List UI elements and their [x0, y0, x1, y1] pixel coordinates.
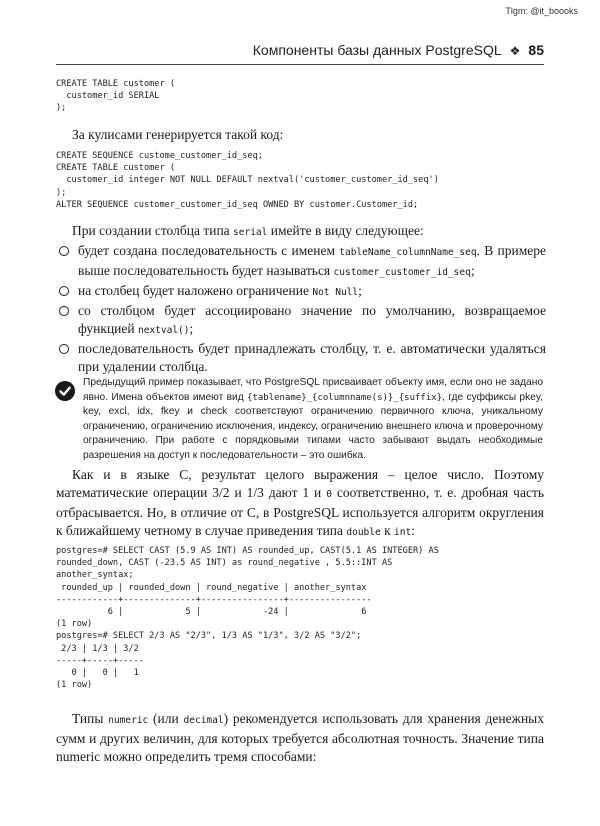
paragraph-numeric: [56, 710, 544, 766]
header-rule: [56, 64, 544, 65]
text-fragment: Предыдущий пример показывает, что PostgreSQL присваивает объекту имя, если оно не задано явно. Имена объектов имеют вид: [83, 377, 543, 403]
list-item: [56, 242, 546, 282]
paragraph-serial-intro: [72, 222, 424, 242]
text-fragment: к: [380, 523, 395, 538]
paragraph-integer-math: [56, 466, 544, 542]
inline-code: Not Null: [312, 287, 359, 298]
text-fragment: на столбец будет наложено ограничение: [78, 283, 313, 298]
check-icon: [55, 381, 75, 401]
text-fragment: :: [411, 523, 415, 538]
inline-code: tableName_columnName_seq: [339, 247, 477, 258]
text-fragment: ;: [358, 283, 362, 298]
text-fragment: последовательность будет принадлежать столбцу, т. е. автоматически удаляться при удалении столбца.: [78, 341, 546, 374]
text-fragment: Типы: [72, 711, 109, 726]
list-item: [56, 340, 546, 376]
page-number: 85: [528, 42, 544, 58]
code-block-cast: postgres=# SELECT CAST (5.9 AS INT) AS rounded_up, CAST(5.1 AS INTEGER) AS rounded_down, CAST (-23.5 AS INT) as round_negative , 5.5::INT AS another_syntax; rounded_up | rounded_down | round_negative | another_syntax ------------+--------------+----------------+---------------- 6 | 5 | -24 | 6 (1 row) postgres=# SELECT 2/3 AS "2/3", 1/3 AS "1/3", 3/2 AS "3/2"; 2/3 | 1/3 | 3/2 -----+-----+----- 0 | 0 | 1 (1 row): [56, 546, 439, 691]
watermark: Tlgm: @it_boooks: [505, 6, 578, 16]
text-fragment: ) рекомендуется использовать для хранения денежных сумм и других величин, для которых требуется абсолютная точность. Значение типа numeric можно определить тремя способами:: [56, 711, 545, 764]
note-box: [83, 376, 543, 464]
text-fragment: . В примере выше последовательность будет называться: [78, 243, 546, 278]
paragraph-behind-scenes: За кулисами генерируется такой код:: [72, 127, 284, 142]
inline-code: int: [394, 527, 412, 538]
text-fragment: имейте в виду следующее:: [267, 223, 424, 238]
inline-code: double: [346, 527, 381, 538]
text-fragment: ;: [189, 321, 194, 336]
inline-code: decimal: [183, 715, 224, 726]
list-item: [56, 302, 546, 340]
inline-code: {tablename}_{columnname(s)}_{suffix}: [247, 392, 443, 403]
text-fragment: ;: [470, 263, 475, 278]
text-fragment: соответственно, т. е. дробная часть отбрасывается. Но, в отличие от C, в PostgreSQL используется алгоритм округления к ближайшему четному в случае приведения типа: [56, 485, 544, 538]
bullet-list: [56, 242, 546, 376]
text-fragment: , где суффиксы pkey, key, excl, idx, fkey и check соответствуют ограничению первичного ключа, уникальному ограничению, ограничению исключения, индексу, ограничению внешнего ключа и проверочному ограничению. При работе с порядковыми типами часто забывают выдать необходимые разрешения на доступ к последовательности – это ошибка.: [83, 391, 543, 461]
list-item: [56, 282, 546, 302]
text-fragment: со столбцом будет ассоциировано значение по умолчанию, возвращаемое функцией: [78, 303, 546, 336]
text-fragment: При создании столбца типа: [72, 223, 234, 238]
text-fragment: (или: [148, 711, 184, 726]
running-header: [56, 42, 544, 62]
chapter-title: Компоненты базы данных PostgreSQL: [252, 42, 502, 58]
code-block-generated: CREATE SEQUENCE custome_customer_id_seq; CREATE TABLE customer ( customer_id integer NOT NULL DEFAULT nextval('customer_customer_id_seq') ); ALTER SEQUENCE customer_customer_id_seq OWNED BY customer.Customer_id;: [56, 151, 439, 210]
inline-code: numeric: [108, 715, 149, 726]
inline-code: 0: [326, 489, 332, 500]
inline-code: customer_customer_id_seq: [333, 267, 471, 278]
inline-code: serial: [233, 227, 268, 238]
inline-code: nextval(): [138, 325, 190, 336]
text-fragment: Как и в языке C, результат целого выражения – целое число. Поэтому математические операции 3/2 и 1/3 дают 1 и: [56, 467, 544, 500]
text-fragment: будет создана последовательность с именем: [78, 243, 340, 258]
diamond-icon: ❖: [509, 44, 521, 58]
code-block-create-table: CREATE TABLE customer ( customer_id SERIAL );: [56, 79, 175, 114]
